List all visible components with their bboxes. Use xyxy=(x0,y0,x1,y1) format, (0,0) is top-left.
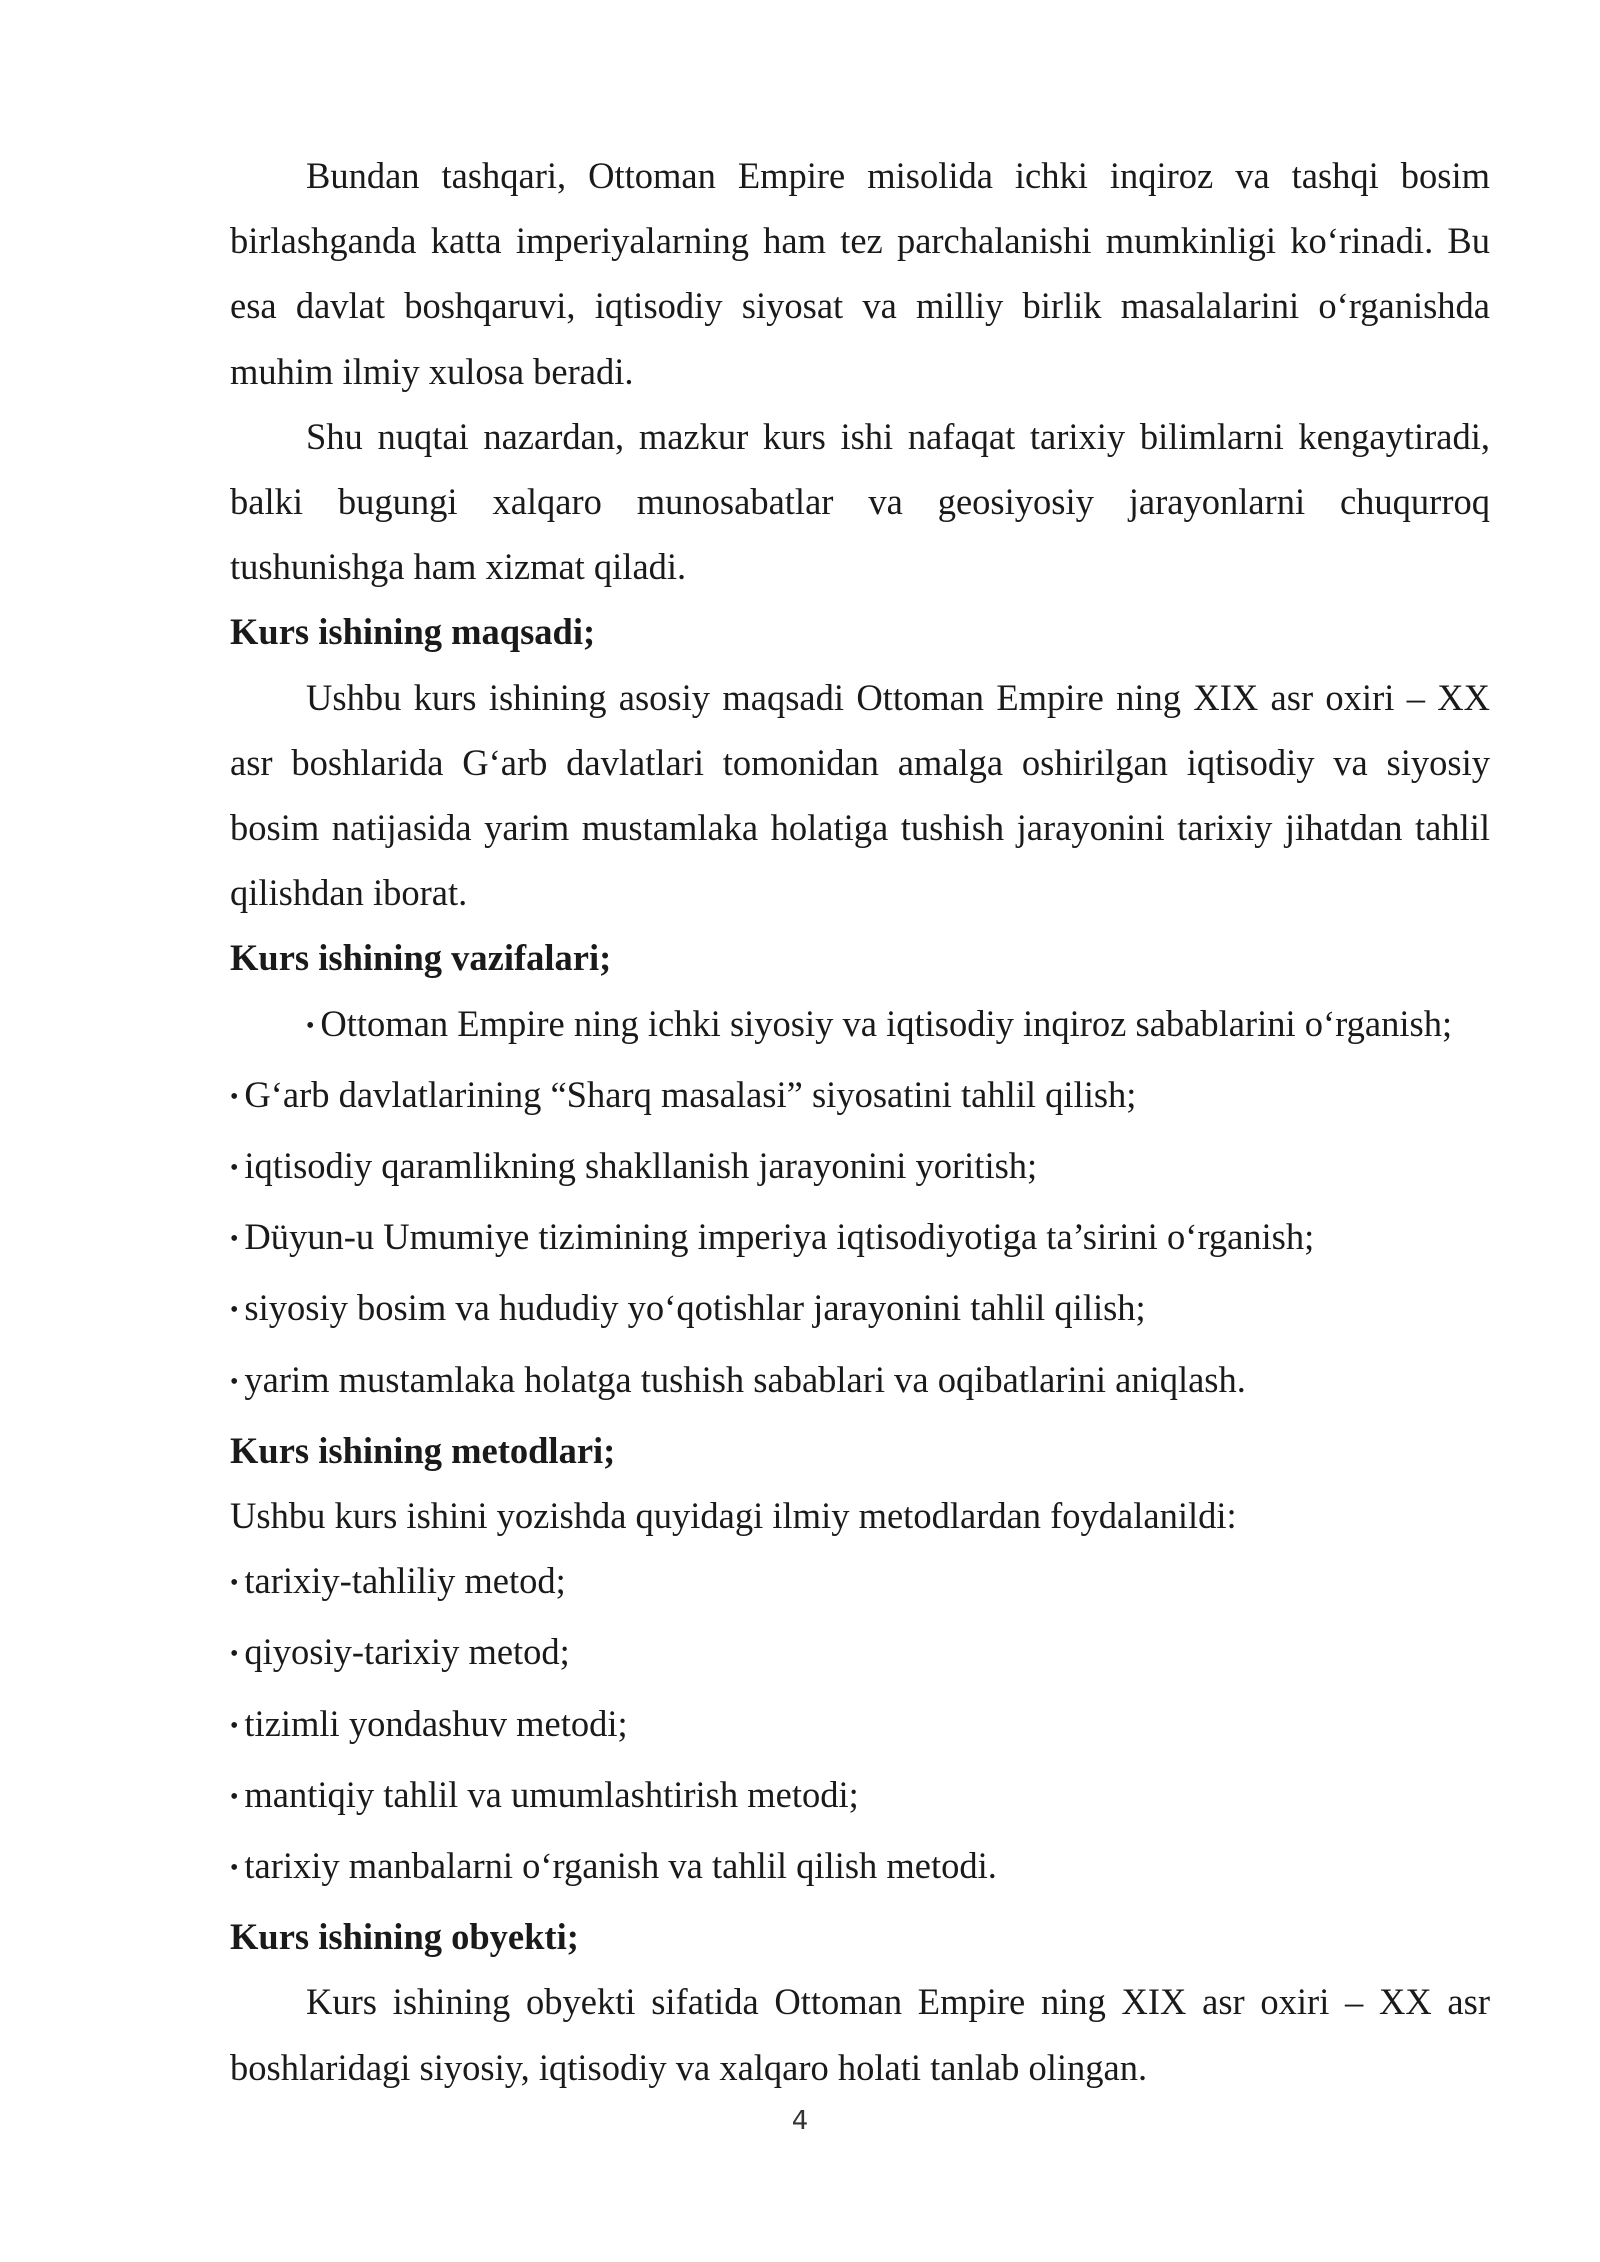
bullet-icon: • xyxy=(230,1641,239,1668)
list-item-text: Düyun-u Umumiye tizimining imperiya iqtisodiyotiga ta’sirini o‘rganish; xyxy=(244,1216,1315,1258)
methods-list xyxy=(230,1548,1490,1904)
bullet-icon: • xyxy=(230,1083,239,1110)
bullet-icon: • xyxy=(230,1855,239,1882)
goal-heading: Kurs ishining maqsadi; xyxy=(230,611,596,653)
page-number: 4 xyxy=(791,2106,809,2136)
list-item-text: tarixiy-tahliliy metod; xyxy=(244,1560,566,1602)
methods-intro: Ushbu kurs ishini yozishda quyidagi ilmiy metodlardan foydalanildi: xyxy=(230,1495,1237,1537)
bullet-icon: • xyxy=(230,1783,239,1810)
list-item xyxy=(230,1548,1490,1619)
page-content xyxy=(230,143,1490,2100)
list-item-text: G‘arb davlatlarining “Sharq masalasi” siyosatini tahlil qilish; xyxy=(244,1073,1137,1115)
list-item-text: siyosiy bosim va hududiy yo‘qotishlar jarayonini tahlil qilish; xyxy=(244,1287,1146,1329)
bullet-icon: • xyxy=(230,1368,239,1395)
body-paragraph-1: Bundan tashqari, Ottoman Empire misolida ichki inqiroz va tashqi bosim birlashganda katta imperiyalarning ham tez parchalanishi mumkinligi ko‘rinadi. Bu esa davlat boshqaruvi, iqtisodiy siyosat va milliy birlik masalalarini o‘rganishda muhim ilmiy xulosa beradi. xyxy=(230,155,1490,392)
list-item-text: iqtisodiy qaramlikning shakllanish jarayonini yoritish; xyxy=(244,1145,1038,1187)
bullet-icon: • xyxy=(230,1570,239,1597)
list-item-text: tizimli yondashuv metodi; xyxy=(244,1702,628,1744)
list-item xyxy=(230,1133,1490,1204)
list-item xyxy=(230,1062,1490,1133)
bullet-icon: • xyxy=(230,1226,239,1253)
object-heading: Kurs ishining obyekti; xyxy=(230,1916,579,1958)
list-item-text: qiyosiy-tarixiy metod; xyxy=(244,1631,570,1673)
list-item-text: Ottoman Empire ning ichki siyosiy va iqtisodiy inqiroz sabablarini o‘rganish; xyxy=(320,1002,1453,1044)
list-item xyxy=(230,1347,1490,1418)
body-paragraph-2: Shu nuqtai nazardan, mazkur kurs ishi nafaqat tarixiy bilimlarni kengaytiradi, balki bugungi xalqaro munosabatlar va geosiyosiy jarayonlarni chuqurroq tushunishga ham xizmat qiladi. xyxy=(230,415,1490,588)
goal-paragraph: Ushbu kurs ishining asosiy maqsadi Ottoman Empire ning XIX asr oxiri – XX asr boshlarida G‘arb davlatlari tomonidan amalga oshirilgan iqtisodiy va siyosiy bosim natijasida yarim mustamlaka holatiga tushish jarayonini tarixiy jihatdan tahlil qilishdan iborat. xyxy=(230,676,1490,914)
list-item xyxy=(230,1762,1490,1833)
list-item xyxy=(230,1833,1490,1904)
list-item xyxy=(230,1204,1490,1275)
list-item xyxy=(230,991,1490,1062)
list-item xyxy=(230,1691,1490,1762)
tasks-list xyxy=(230,991,1490,1418)
list-item xyxy=(230,1619,1490,1690)
bullet-icon: • xyxy=(306,1012,315,1039)
bullet-icon: • xyxy=(230,1297,239,1324)
list-item-text: mantiqiy tahlil va umumlashtirish metodi; xyxy=(244,1773,859,1815)
list-item xyxy=(230,1275,1490,1346)
object-paragraph: Kurs ishining obyekti sifatida Ottoman Empire ning XIX asr oxiri – XX asr boshlaridagi siyosiy, iqtisodiy va xalqaro holati tanlab olingan. xyxy=(230,1981,1490,2088)
bullet-icon: • xyxy=(230,1155,239,1182)
bullet-icon: • xyxy=(230,1712,239,1739)
list-item-text: tarixiy manbalarni o‘rganish va tahlil qilish metodi. xyxy=(244,1845,997,1887)
list-item-text: yarim mustamlaka holatga tushish sabablari va oqibatlarini aniqlash. xyxy=(244,1358,1246,1400)
tasks-heading: Kurs ishining vazifalari; xyxy=(230,937,612,979)
methods-heading: Kurs ishining metodlari; xyxy=(230,1429,616,1471)
